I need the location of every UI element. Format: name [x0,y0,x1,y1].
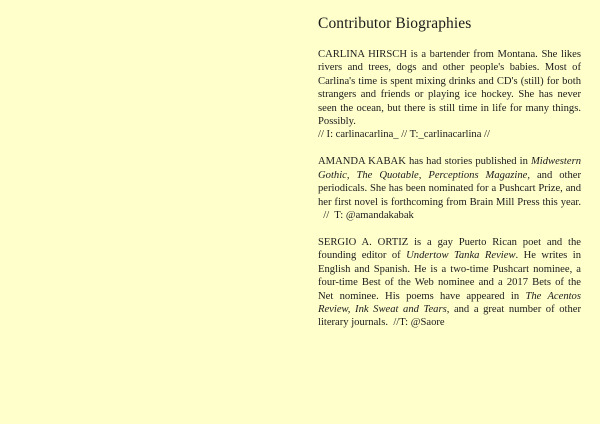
publication-title: The Acentos Review, [318,290,581,315]
publication-titles: Midwestern Gothic, The Quotable, Perceptions Magazine, [318,156,581,181]
biographies-column [318,14,581,343]
bio-text [318,48,581,142]
bio-body: has had stories published in [405,156,531,168]
bio-body: and other periodicals. She has been nominated for a Pushcart Prize, and her first novel is forthcoming from Brain Mill Press this year. [318,169,581,208]
bio-body: , and a great number of other literary journals. [318,303,581,329]
social-handles: //T: @Saore [388,317,445,329]
publication-title: Ink Sweat and Tears [355,303,447,315]
page-title: Contributor Biographies [318,15,472,32]
bio-text [318,155,581,222]
social-handles: // I: carlinacarlina_ // T:_carlinacarlina // [318,129,490,141]
bio-sergio-ortiz [318,236,581,330]
bio-carlina-hirsch [318,48,581,142]
bio-body: is a bartender from Montana. She likes rivers and trees, dogs and other people's babies. Most of Carlina's time is spent mixing drinks and CD's (still) for both strangers and friends or playing ice hockey. She has never seen the ocean, but there is still time in life for many things. Possibly. [318,49,582,128]
contributor-name: CARLINA HIRSCH [318,49,407,60]
publication-title: Undertow Tanka Review [406,250,516,262]
contributor-name: SERGIO A. ORTIZ [318,236,409,248]
bio-amanda-kabak [318,155,581,222]
bio-body: is a gay Puerto Rican poet and the founding editor of [318,236,581,262]
bio-text [318,236,581,330]
social-handles: // T: @amandakabak [318,209,414,221]
contributor-name: AMANDA KABAK [318,156,406,168]
bio-body: . He writes in English and Spanish. He is a two-time Pushcart nominee, a four-time Best of the Web nominee and a 2017 Bets of the Net nominee. His poems have appeared in [318,250,581,302]
